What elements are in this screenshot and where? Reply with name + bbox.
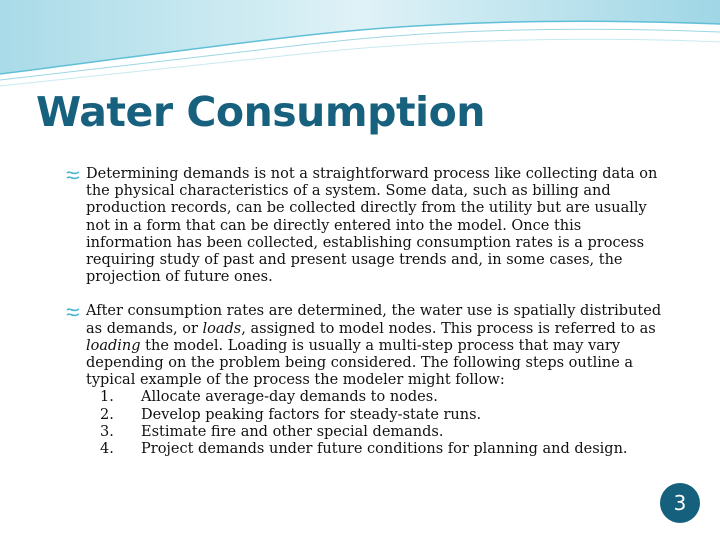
bullet-item (66, 166, 671, 286)
step-number: 4. (100, 441, 114, 458)
step-text: Project demands under future conditions for planning and design. (141, 441, 628, 458)
bullet-text-part: the model. Loading is usually a multi-step process that may vary depending on the problem being considered. The following steps outline a typical example of the process the modeler might follow: (86, 337, 634, 389)
bullet-text: Determining demands is not a straightforward process like collecting data on the physical characteristics of a system. Some data, such as billing and production records, can be collected directly from the utility but are usually not in a form that can be directly entered into the model. Once this information has been collected, establishing consumption rates is a process requiring study of past and present usage trends and, in some cases, the projection of future ones. (86, 166, 658, 286)
step-number: 3. (100, 423, 114, 440)
slide-content (66, 166, 671, 458)
list-item (86, 441, 671, 458)
wave-bullet-icon (66, 306, 80, 318)
bullet-text (86, 303, 661, 388)
step-text: Develop peaking factors for steady-state runs. (141, 406, 482, 423)
page-title: Water Consumption (36, 88, 485, 136)
term-loads: loads (202, 320, 242, 337)
list-item (86, 424, 671, 441)
bullet-text-part: , assigned to model nodes. This process is referred to as (241, 320, 656, 337)
list-item (86, 389, 671, 406)
bullet-text-part: After consumption rates are determined, the water use is spatially distributed as demands, or (86, 303, 662, 337)
slide-number-badge: 3 (660, 483, 700, 523)
steps-list (86, 389, 671, 458)
bullet-item (66, 303, 671, 458)
term-loading: loading (86, 337, 141, 354)
step-number: 1. (100, 389, 114, 406)
wave-bullet-icon (66, 169, 80, 181)
wave-header-decoration (0, 0, 720, 90)
list-item (86, 407, 671, 424)
step-text: Estimate fire and other special demands. (141, 423, 444, 440)
step-number: 2. (100, 406, 114, 423)
step-text: Allocate average-day demands to nodes. (141, 389, 438, 406)
